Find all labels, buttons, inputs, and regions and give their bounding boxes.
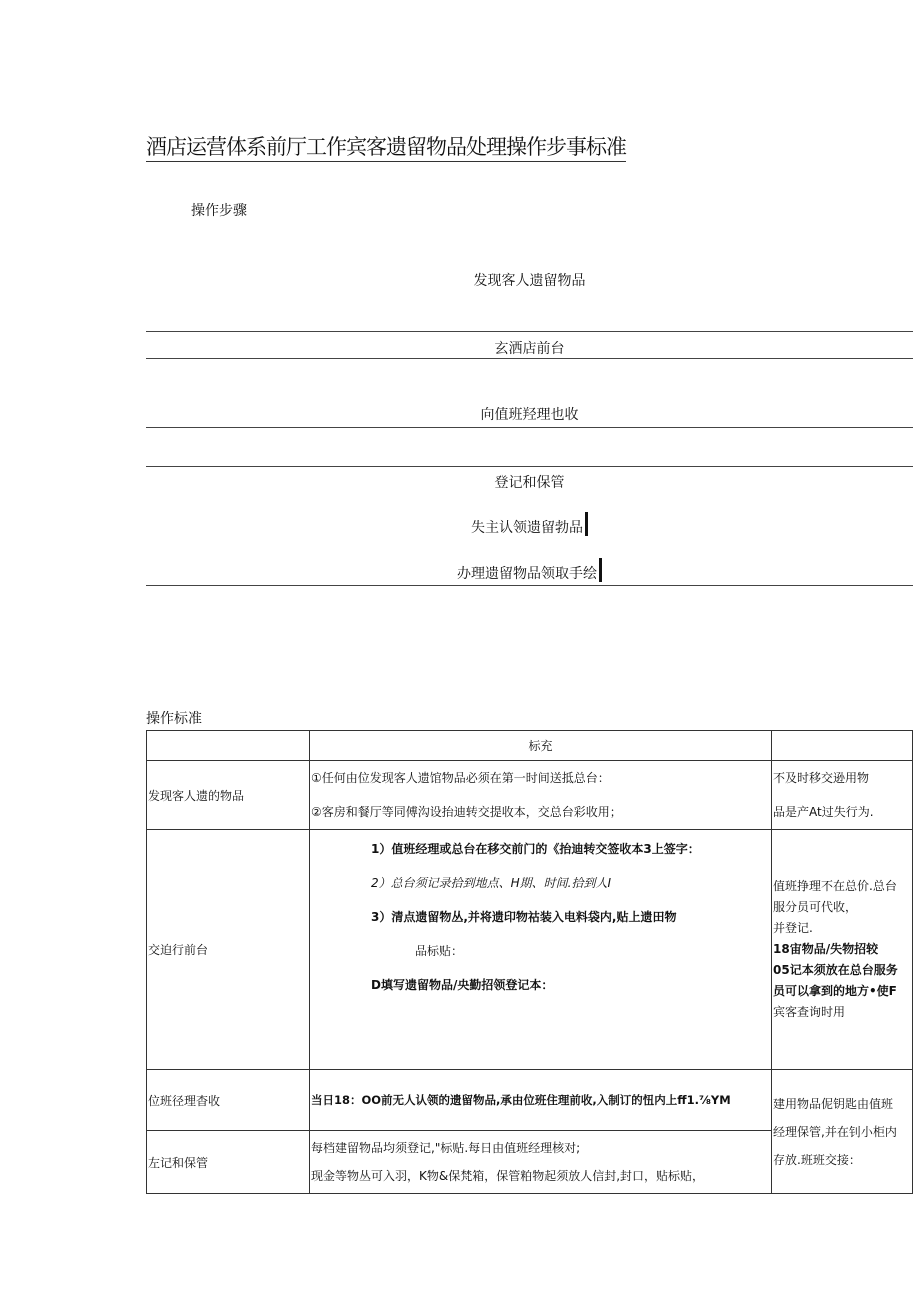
standards-heading: 操作标准 — [146, 711, 202, 727]
note-line: 值班挣理不在总价.总台 — [773, 879, 897, 893]
standard-line: 每档建留物品均须登记,"标贴.每日由值班经理核对; — [311, 1141, 581, 1155]
note-cell — [772, 761, 913, 830]
note-line: 不及时移交逊用物 — [773, 771, 870, 785]
flow-marker-bar — [599, 558, 602, 582]
step-cell: 左记和保管 — [147, 1131, 310, 1194]
flow-divider — [146, 358, 913, 359]
standards-table — [146, 730, 913, 1194]
note-line: 宾客查询时用 — [773, 1005, 846, 1019]
flow-step-6-label: 办理遗留物品领取手绘 — [457, 566, 597, 582]
flow-step-1: 发现客人遗留物品 — [473, 273, 586, 289]
standard-line: 1）值班经理或总台在移交前门的《抬迪转交签收本3上签字： — [371, 842, 700, 856]
note-line: 并登记. — [773, 921, 813, 935]
step-cell: 交迫行前台 — [147, 830, 310, 1070]
flow-divider — [146, 585, 913, 586]
flow-step-6 — [146, 558, 913, 583]
header-cell — [772, 731, 913, 761]
flow-step-3: 向值班羟理也收 — [480, 407, 579, 423]
standard-line: 3）清点遗留物丛,并将遗印物祜装入电料袋内,贴上遗田物 — [371, 910, 677, 924]
note-line: 员可以拿到的地方•使F — [773, 984, 897, 998]
table-header-row — [147, 731, 913, 761]
note-cell — [772, 1070, 913, 1194]
header-cell: 标充 — [310, 731, 772, 761]
flow-step-5-label: 失主认领遗留勃品 — [471, 520, 583, 536]
note-line: 18宙物品/失物招较 — [773, 942, 879, 956]
flow-step-2: 玄洒店前台 — [494, 341, 565, 357]
flow-marker-bar — [585, 512, 588, 536]
standard-line: 2）总台须记录拾到地点、H期、时间.拾到人I — [371, 876, 612, 890]
note-line: 建用物品伲钥匙由值班 — [773, 1096, 894, 1111]
table-row — [147, 761, 913, 830]
note-line: 品是产At过失行为. — [773, 805, 874, 819]
document-title: 酒店运营体系前厅工作宾客遗留物品处理操作步事标准 — [146, 133, 626, 162]
standard-line: D填写遗留物品/央勤招领登记本： — [371, 978, 554, 992]
standard-cell — [310, 1131, 772, 1194]
standard-line: ①任何由位发现客人遗馆物品必须在第一时间送抵总台： — [311, 771, 610, 785]
step-cell: 发现客人遗的物品 — [147, 761, 310, 830]
standard-cell — [310, 830, 772, 1070]
standard-line: 品标贴： — [415, 944, 464, 958]
standard-line: ②客房和餐厅等同傅沟设抬迪转交提收本，交总台彩收用； — [311, 805, 622, 819]
table-row — [147, 830, 913, 1070]
standard-line: 现金等物丛可入羽，K物&保梵箱，保管粕物起须放人信封,封口，贴标贴， — [311, 1169, 705, 1183]
standard-line: 当日18：OO前无人认领的遗留物品,承由位班住理前收,入制订的忸内上ff1.⅞YM — [311, 1093, 731, 1107]
step-cell: 位班径理杳收 — [147, 1070, 310, 1131]
note-line: 存放.班班交接： — [773, 1152, 861, 1167]
flow-divider — [146, 427, 913, 428]
standard-cell — [310, 1070, 772, 1131]
flow-step-5 — [146, 512, 913, 537]
note-line: 05记本须放在总台服务 — [773, 963, 898, 977]
flow-divider — [146, 466, 913, 467]
note-line: 经理保管,并在钊小柜内 — [773, 1124, 897, 1139]
note-line: 服分员可代收， — [773, 900, 858, 914]
steps-heading: 操作步骤 — [191, 203, 247, 219]
flow-divider — [146, 331, 913, 332]
header-cell — [147, 731, 310, 761]
note-cell — [772, 830, 913, 1070]
standard-cell — [310, 761, 772, 830]
table-row — [147, 1070, 913, 1131]
flow-step-4: 登记和保管 — [494, 475, 565, 491]
